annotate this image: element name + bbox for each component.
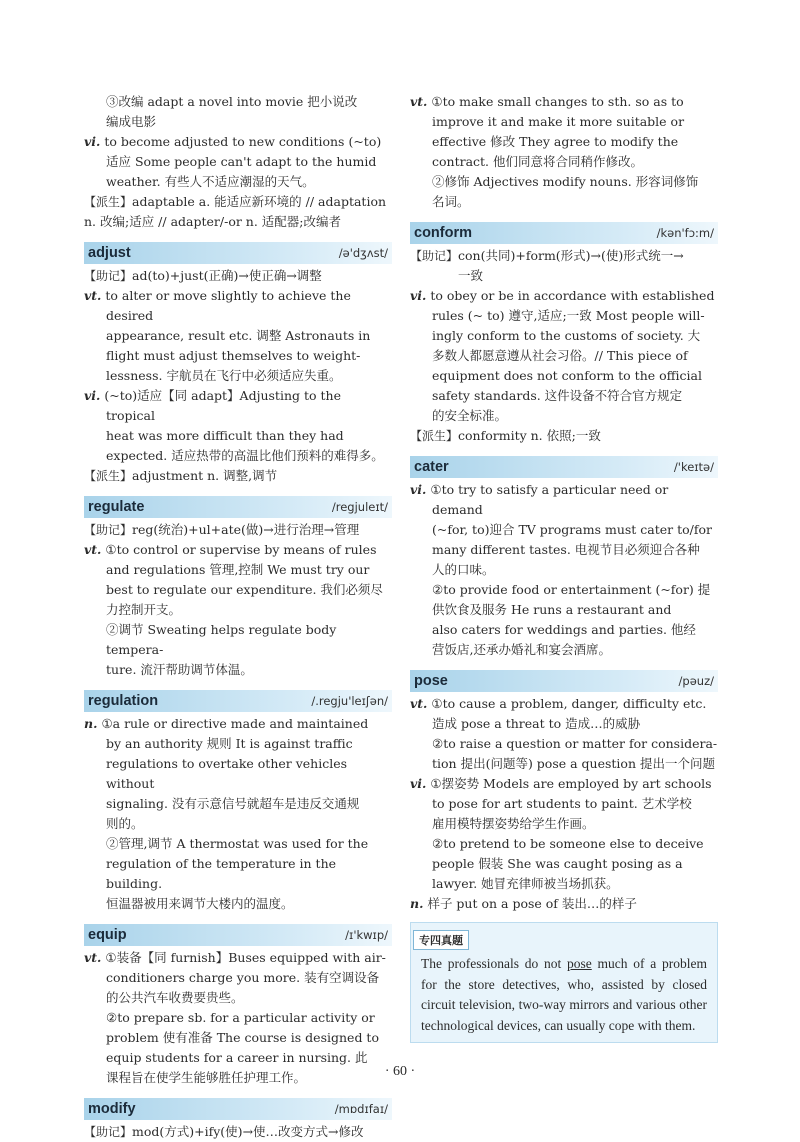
sense-2: ②to prepare sb. for a particular activity or problem 使有准备 The course is designed to equip students for a career in nursing. 此 课程旨在使学生能够胜任护理工作。 <box>106 1010 379 1085</box>
pronunciation: /mɒdɪfaɪ/ <box>334 1102 388 1116</box>
pronunciation: /regjuleɪt/ <box>331 500 388 514</box>
derivatives: 【派生】adjustment n. 调整,调节 <box>84 468 278 483</box>
headword: equip <box>88 927 127 943</box>
entry-header-regulate <box>84 496 392 518</box>
vi-sense-2: ②to pretend to be someone else to deceive people 假装 She was caught posing as a lawyer. 她冒充律师被当场抓获。 <box>432 836 704 891</box>
exam-question-box <box>410 922 718 1043</box>
pronunciation: /.regju'leɪʃən/ <box>311 694 388 708</box>
pronunciation: /pəuz/ <box>678 674 714 688</box>
mnemonic: 【助记】ad(to)+just(正确)→使正确→调整 <box>84 268 322 283</box>
definition-vi: vi. ①to try to satisfy a particular need or demand (~for, to)迎合 TV programs must cater to/for many different tastes. 电视节目必须迎合各种 人的口味。 <box>410 482 712 577</box>
mnemonic: 【助记】con(共同)+form(形式)→(使)形式统一→ 一致 <box>410 248 684 283</box>
pronunciation: /ə'dʒʌst/ <box>338 246 388 260</box>
definition-vt: vt. to alter or move slightly to achieve the desired appearance, result etc. 调整 Astronauts in flight must adjust themselves to weight- lessness. 宇航员在飞行中必须适应失重。 <box>84 288 371 383</box>
headword: modify <box>88 1101 136 1117</box>
adapt-derivatives: 【派生】adaptable a. 能适应新环境的 // adaptation n. 改编;适应 // adapter/-or n. 适配器;改编者 <box>84 194 387 229</box>
definition-vi: vi. (~to)适应【同 adapt】Adjusting to the tropical heat was more difficult than they had expected. 适应热带的高温比他们预料的难得多。 <box>84 388 384 463</box>
definition-vt: vt. ①to cause a problem, danger, difficulty etc. 造成 pose a threat to 造成…的威胁 <box>410 696 707 731</box>
left-column <box>84 92 392 1142</box>
definition-n: n. 样子 put on a pose of 装出…的样子 <box>410 896 637 911</box>
definition-vi: vi. ①摆姿势 Models are employed by art schools to pose for art students to paint. 艺术学校 雇用模特摆姿势给学生作画。 <box>410 776 712 831</box>
right-column <box>410 92 718 1043</box>
modify-vt-definition: vt. ①to make small changes to sth. so as to improve it and make it more suitable or effective 修改 They agree to modify the contract. 他们同意将合同稍作修改。 <box>410 94 685 169</box>
headword: adjust <box>88 245 131 261</box>
headword: conform <box>414 225 472 241</box>
headword: pose <box>414 673 448 689</box>
entry-header-equip <box>84 924 392 946</box>
pronunciation: /ɪ'kwɪp/ <box>345 928 388 942</box>
entry-header-regulation <box>84 690 392 712</box>
headword: regulate <box>88 499 145 515</box>
highlighted-word: pose <box>567 956 592 971</box>
entry-header-cater <box>410 456 718 478</box>
definition-n: n. ①a rule or directive made and maintained by an authority 规则 It is against traffic regulations to overtake other vehicles without signaling. 没有示意信号就超车是违反交通规 则的。 <box>84 716 369 831</box>
mnemonic: 【助记】mod(方式)+ify(使)→使…改变方式→修改 <box>84 1124 364 1139</box>
modify-sense-2: ②修饰 Adjectives modify nouns. 形容词修饰 名词。 <box>432 174 699 209</box>
sense-2: ②调节 Sweating helps regulate body tempera- ture. 流汗帮助调节体温。 <box>106 622 337 677</box>
mnemonic: 【助记】reg(统治)+ul+ate(做)→进行治理→管理 <box>84 522 360 537</box>
exam-label: 专四真题 <box>413 930 469 950</box>
definition-vt: vt. ①装备【同 furnish】Buses equipped with air- conditioners charge you more. 装有空调设备 的公共汽车收费要贵些。 <box>84 950 386 1005</box>
entry-header-adjust <box>84 242 392 264</box>
sense-2: ②to provide food or entertainment (~for) 提 供饮食及服务 He runs a restaurant and also caters for weddings and parties. 他经 营饭店,还承办婚礼和宴会酒席。 <box>432 582 711 657</box>
derivatives: 【派生】conformity n. 依照;一致 <box>410 428 601 443</box>
exam-passage: The professionals do not pose much of a problem for the store detectives, who, assisted by closed circuit television, two-way mirrors and various other technological devices, can usually cope with them. <box>421 956 707 1033</box>
definition-vi: vi. to obey or be in accordance with established rules (~ to) 遵守,适应;一致 Most people will- ingly conform to the customs of society. 大 多数人都愿意遵从社会习俗。// This piece of equipment does not conform to the official safety standards. 这件设备不符合官方规定 的安全标准。 <box>410 288 715 423</box>
entry-header-modify <box>84 1098 392 1120</box>
adapt-vi-definition: vi. to become adjusted to new conditions (~to) 适应 Some people can't adapt to the humid weather. 有些人不适应潮湿的天气。 <box>84 134 382 189</box>
pronunciation: /'keɪtə/ <box>673 460 714 474</box>
sense-2: ②管理,调节 A thermostat was used for the regulation of the temperature in the building. 恒温器被用来调节大楼内的温度。 <box>106 836 369 911</box>
entry-header-conform <box>410 222 718 244</box>
headword: cater <box>414 459 449 475</box>
pronunciation: /kən'fɔ:m/ <box>656 226 714 240</box>
vt-sense-2: ②to raise a question or matter for considera- tion 提出(问题等) pose a question 提出一个问题 <box>432 736 718 771</box>
entry-header-pose <box>410 670 718 692</box>
headword: regulation <box>88 693 159 709</box>
definition-vt: vt. ①to control or supervise by means of rules and regulations 管理,控制 We must try our best to regulate our expenditure. 我们必须尽 力控制开支。 <box>84 542 383 617</box>
page-number: · 60 · <box>384 1064 416 1079</box>
adapt-sense-3: ③改编 adapt a novel into movie 把小说改 编成电影 <box>106 94 358 129</box>
